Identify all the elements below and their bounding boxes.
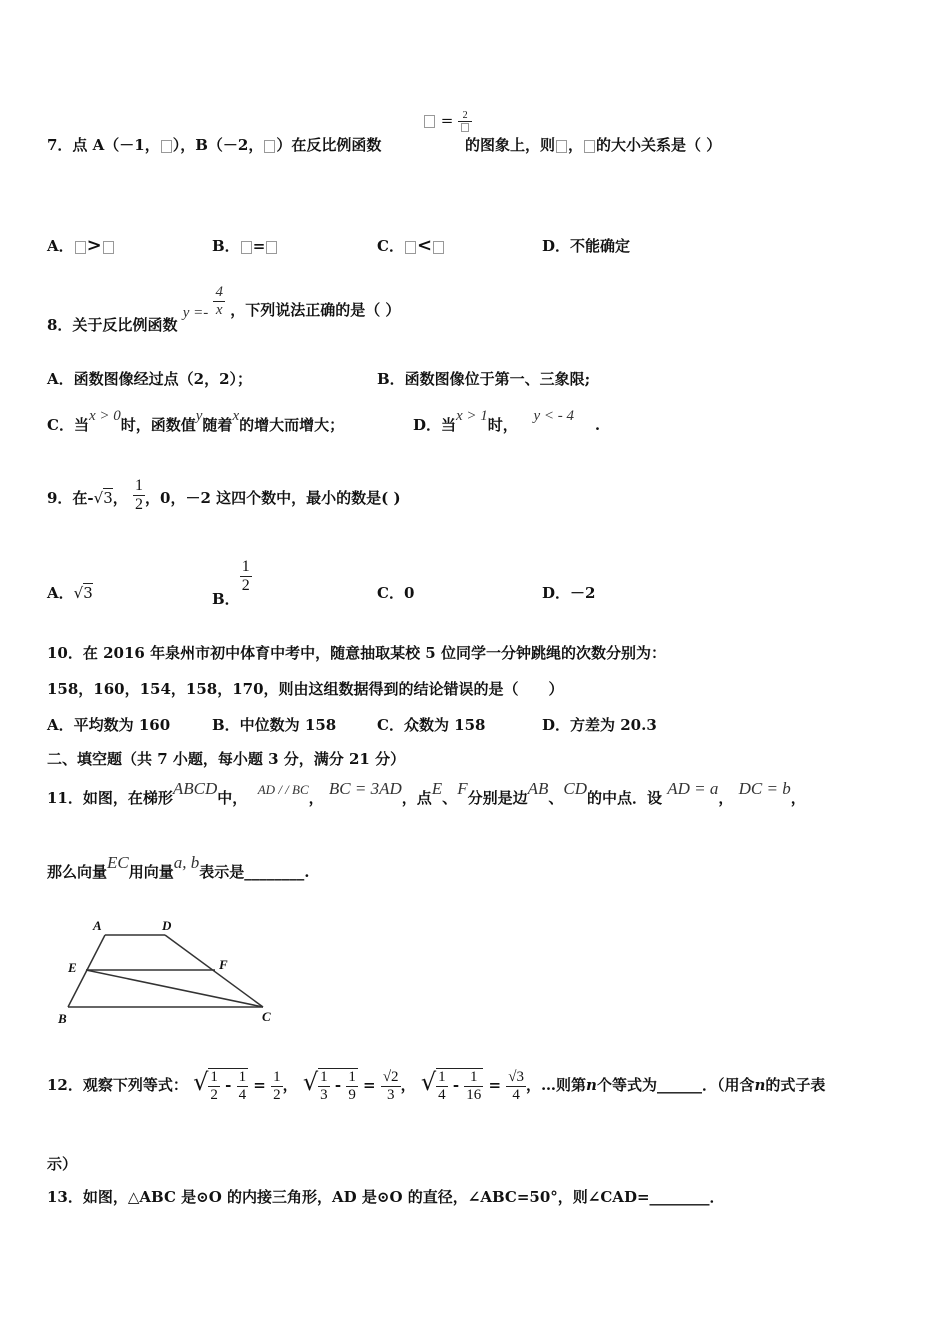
placeholder-y2-icon	[264, 140, 275, 153]
label-b: B	[58, 1011, 67, 1026]
placeholder-icon	[241, 241, 252, 254]
q8-option-d: D．当x > 1时， y < - 4 .	[413, 408, 601, 434]
q8-option-a: A．函数图像经过点（2，2）；	[47, 370, 253, 388]
label-f: F	[219, 957, 228, 972]
q9-option-c: C．0	[377, 584, 415, 602]
placeholder-icon	[405, 241, 416, 254]
q8-option-c: C．当x > 0时，函数值y随着x的增大而增大；	[47, 408, 345, 434]
q7-option-b: B． =	[212, 235, 278, 256]
trapezoid-figure	[55, 915, 285, 1030]
q10-option-d: D．方差为 20.3	[542, 716, 657, 734]
q8-option-b: B．函数图像位于第一、三象限;	[377, 370, 591, 388]
q9-option-b: B． $\frac{1}{2}$	[212, 558, 250, 609]
q12-line1: 12．观察下列等式： √ $\frac{1}{2}$ - $\frac{1}{4}$ = $\frac{1}{2}$ ， √ $\frac{1}{3}$ - $\frac{1}{9}$ = $\frac{√2}{3}$ ， √ $\frac{1}{4}$ - $\frac{1}{16}$ = $\frac{√3}{4}$ ，…则第n个等式为______．（用含n的式子表	[47, 1068, 826, 1103]
segment-ec	[86, 970, 263, 1007]
q7-option-d: D．不能确定	[542, 237, 631, 255]
q7-stem-tail: 的图象上，则 ， 的大小关系是（ ）	[465, 136, 722, 154]
q9-option-a: A．√3	[47, 584, 93, 602]
q10-option-a: A．平均数为 160	[47, 716, 171, 734]
q10-option-c: C．众数为 158	[377, 716, 486, 734]
placeholder-y2b-icon	[584, 140, 595, 153]
section-heading: 二、填空题（共 7 小题，每小题 3 分，满分 21 分）	[47, 750, 406, 768]
label-c: C	[262, 1009, 271, 1024]
placeholder-icon	[103, 241, 114, 254]
placeholder-icon	[266, 241, 277, 254]
placeholder-y1b-icon	[556, 140, 567, 153]
q9-option-d: D．－2	[542, 584, 596, 602]
placeholder-icon	[75, 241, 86, 254]
placeholder-y1-icon	[161, 140, 172, 153]
q13-stem: 13．如图，△ABC 是⊙O 的内接三角形，AD 是⊙O 的直径，∠ABC=50°，则∠CAD=________．	[47, 1188, 725, 1206]
label-e: E	[68, 960, 77, 975]
q7-option-c: C． <	[377, 235, 445, 256]
q8-stem: 8．关于反比例函数 y =- $\frac{4}{x}$ ，下列说法正确的是（ ）	[47, 284, 401, 334]
q9-stem: 9．在-√3， $\frac{1}{2}$ ，0，－2 这四个数中，最小的数是( )	[47, 477, 401, 513]
q7-stem: 7．点 A（－1， ），B（－2， ）在反比例函数	[47, 136, 382, 154]
label-d: D	[162, 918, 172, 933]
q12-line2: 示）	[47, 1155, 78, 1173]
q11-line1: 11．如图，在梯形ABCD中， AD / / BC， BC = 3AD，点E、F分别是边AB、CD的中点．设 AD = a， DC = b，	[47, 779, 806, 807]
q10-option-b: B．中位数为 158	[212, 716, 337, 734]
q10-line2: 158，160，154，158，170，则由这组数据得到的结论错误的是（ ）	[47, 680, 564, 698]
q10-line1: 10．在 2016 年泉州市初中体育中考中，随意抽取某校 5 位同学一分钟跳绳的次数分别为：	[47, 644, 666, 662]
placeholder-y-icon	[424, 115, 435, 128]
q11-line2: 那么向量EC用向量a, b表示是________.	[47, 853, 310, 881]
q7-function: = 2	[423, 110, 472, 133]
label-a: A	[93, 918, 102, 933]
placeholder-icon	[433, 241, 444, 254]
placeholder-x-icon	[461, 123, 469, 132]
q7-option-a: A． >	[47, 235, 115, 256]
